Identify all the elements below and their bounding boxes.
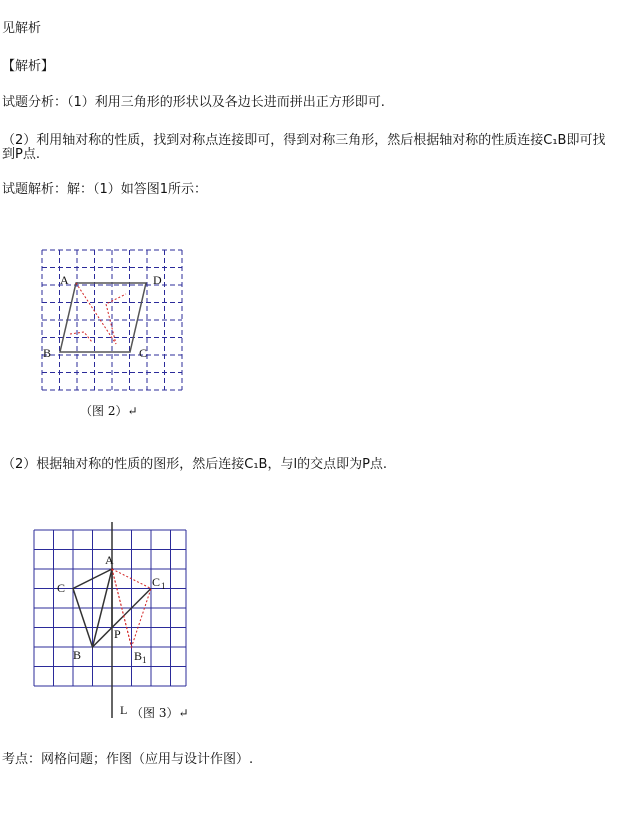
figure-1-gridlines bbox=[42, 250, 182, 390]
label-b1: B bbox=[134, 649, 143, 663]
figure-2-grid bbox=[30, 522, 190, 722]
solution-intro: 试题解析：解：（1）如答图1所示： bbox=[2, 182, 208, 197]
label-a: A bbox=[60, 273, 69, 287]
label-b: B bbox=[73, 648, 82, 662]
label-b1-sub: 1 bbox=[142, 655, 147, 665]
figure-2-caption: （图 3）↵ bbox=[131, 706, 189, 720]
analysis-part2-line1: （2）利用轴对称的性质，找到对称点连接即可，得到对称三角形，然后根据轴对称的性质连接C₁B即可找 bbox=[2, 133, 606, 148]
segment-c1b bbox=[93, 589, 152, 648]
dashed-triangle-marks bbox=[70, 283, 126, 344]
analysis-part1: 试题分析：（1）利用三角形的形状以及各边长进而拼出正方形即可. bbox=[2, 95, 385, 110]
label-c: C bbox=[139, 346, 148, 360]
label-b: B bbox=[43, 346, 52, 360]
kaodian: 考点：网格问题；作图（应用与设计作图）. bbox=[2, 752, 254, 767]
answer-reference: 见解析 bbox=[2, 21, 42, 36]
figure-1-caption: （图 2）↵ bbox=[80, 404, 138, 418]
label-c1: C bbox=[152, 575, 161, 589]
label-p: P bbox=[114, 627, 121, 641]
label-l: L bbox=[120, 703, 128, 717]
analysis-part2-line2: 到P点. bbox=[2, 147, 40, 162]
label-d: D bbox=[153, 273, 162, 287]
analysis-header: 【解析】 bbox=[2, 59, 55, 74]
parallelogram-abcd bbox=[60, 283, 146, 352]
part2-text: （2）根据轴对称的性质的图形，然后连接C₁B，与l的交点即为P点. bbox=[2, 457, 388, 472]
label-a: A bbox=[105, 553, 114, 567]
label-c: C bbox=[57, 581, 66, 595]
label-c1-sub: 1 bbox=[161, 581, 166, 591]
figure-1-grid bbox=[36, 244, 186, 394]
